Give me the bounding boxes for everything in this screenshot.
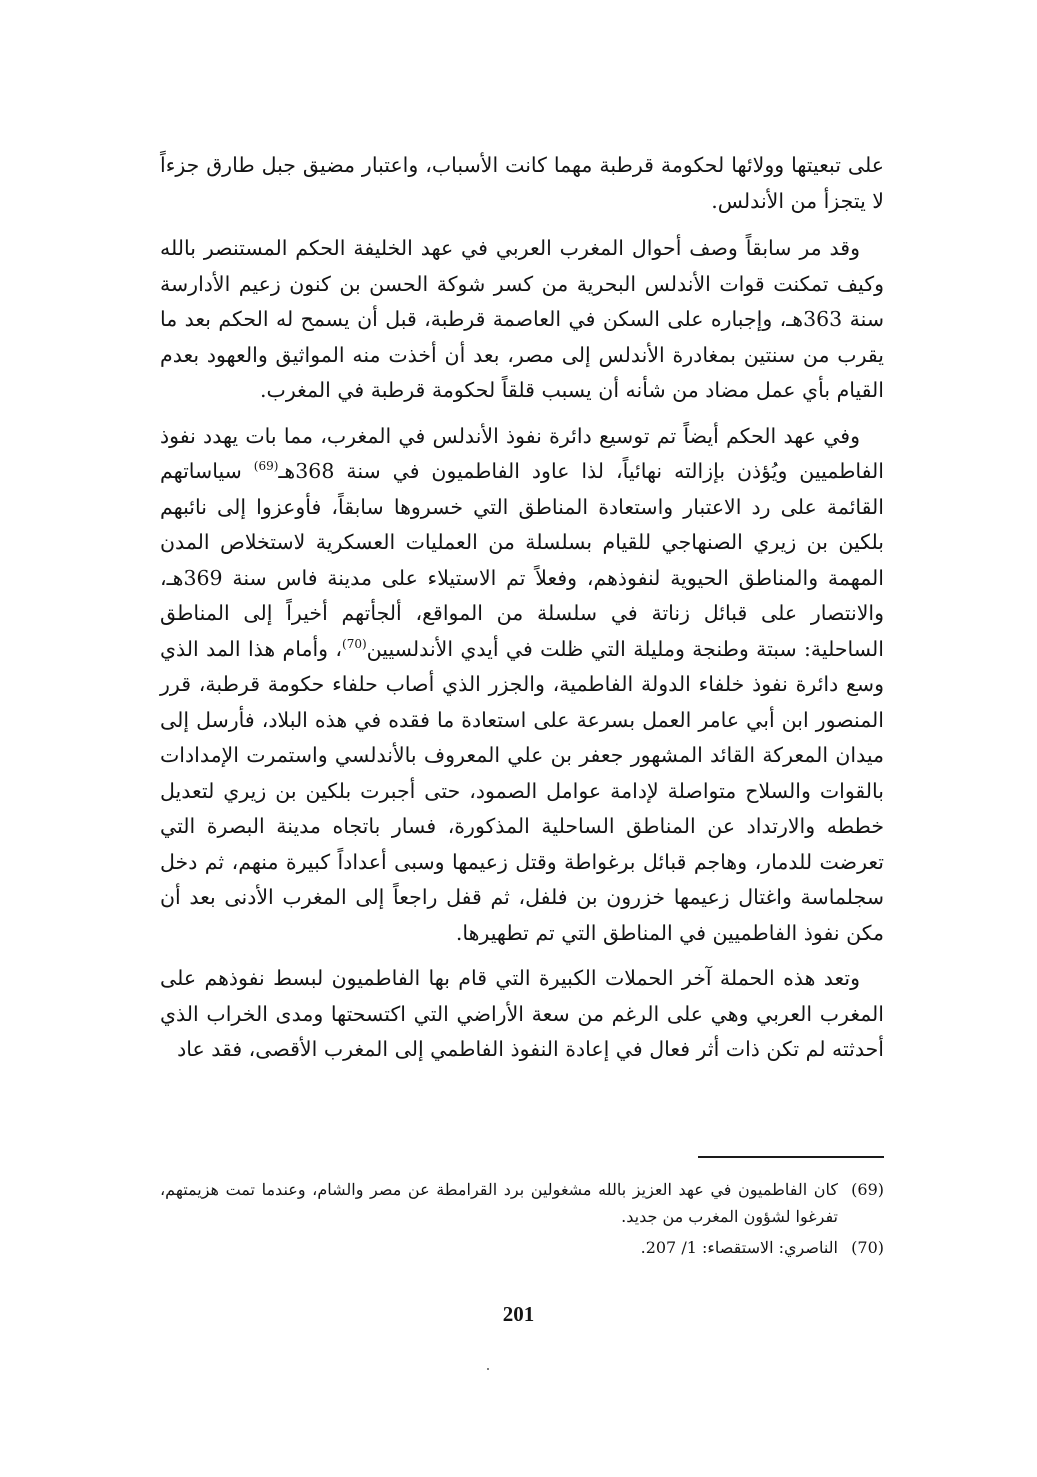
paragraph <box>160 231 884 409</box>
footnote-ref-69: (69) <box>253 459 279 474</box>
paragraph-continuation <box>160 148 884 219</box>
footnote-ref-70: (70) <box>342 636 367 651</box>
paragraph-text: وفي عهد الحكم أيضاً تم توسيع دائرة نفوذ الأندلس في المغرب، مما بات يهدد نفوذ الفاطميين ويُؤذن بإزالته نهائياً، لذا عاود الفاطميون في سنة 368هـ <box>160 423 884 483</box>
footnote-text: الناصري: الاستقصاء: 1/ 207. <box>640 1238 838 1257</box>
footnote-number: (70) <box>851 1238 884 1257</box>
paragraph-text: على تبعيتها وولائها لحكومة قرطبة مهما كانت الأسباب، واعتبار مضيق جبل طارق جزءاً لا يتجزأ من الأندلس. <box>160 153 884 213</box>
footnote-divider <box>698 1156 884 1158</box>
paragraph <box>160 961 884 1068</box>
main-text <box>160 148 884 1078</box>
paragraph <box>160 419 884 952</box>
footnote <box>160 1234 884 1261</box>
scan-speck <box>487 1368 489 1370</box>
footnote <box>160 1176 884 1230</box>
footnote-number: (69) <box>851 1180 884 1199</box>
paragraph-text: وتعد هذه الحملة آخر الحملات الكبيرة التي قام بها الفاطميون لبسط نفوذهم على المغرب العربي وهي على الرغم من سعة الأراضي التي اكتسحتها ومدى الخراب الذي أحدثته لم تكن ذات أثر فعال في إعادة النفوذ الفاطمي إلى المغرب الأقصى، فقد عاد <box>160 966 884 1061</box>
paragraph-text: ، وأمام هذا المد الذي وسع دائرة نفوذ خلفاء الدولة الفاطمية، والجزر الذي أصاب حلفاء حكومة قرطبة، قرر المنصور ابن أبي عامر العمل بسرعة على استعادة ما فقده في هذه البلاد، فأرسل إلى ميدان المعركة القائد المشهور جعفر بن علي المعروف بالأندلسي واستمرت الإمدادات بالقوات والسلاح متواصلة لإدامة عوامل الصمود، حتى أجبرت بلكين بن زيري لتعديل خططه والارتداد عن المناطق الساحلية المذكورة، فسار باتجاه مدينة البصرة التي تعرضت للدمار، وهاجم قبائل برغواطة وقتل زعيمها وسبى أعداداً كبيرة منهم، ثم دخل سجلماسة واغتال زعيمها خزرون بن فلفل، ثم قفل راجعاً إلى المغرب الأدنى بعد أن مكن نفوذ الفاطميين في المناطق التي تم تطهيرها. <box>160 636 884 945</box>
footnotes <box>160 1176 884 1265</box>
footnote-text: كان الفاطميون في عهد العزيز بالله مشغولين برد القرامطة عن مصر والشام، وعندما تمت هزيمتهم، تفرغوا لشؤون المغرب من جديد. <box>160 1180 838 1226</box>
paragraph-text: سياساتهم القائمة على رد الاعتبار واستعادة المناطق التي خسروها سابقاً، فأوعزوا إلى نائبهم بلكين بن زيري الصنهاجي للقيام بسلسلة من العمليات العسكرية لاستخلاص المدن المهمة والمناطق الحيوية لنفوذهم، وفعلاً تم الاستيلاء على مدينة فاس سنة 369هـ، والانتصار على قبائل زناتة في سلسلة من المواقع، ألجأتهم أخيراً إلى المناطق الساحلية: سبتة وطنجة ومليلة التي ظلت في أيدي الأندلسيين <box>160 459 884 661</box>
page-number: 201 <box>502 1302 535 1326</box>
paragraph-text: وقد مر سابقاً وصف أحوال المغرب العربي في عهد الخليفة الحكم المستنصر بالله وكيف تمكنت قوات الأندلس البحرية من كسر شوكة الحسن بن كنون زعيم الأدارسة سنة 363هـ، وإجباره على السكن في العاصمة قرطبة، قبل أن يسمح له الحكم بعد ما يقرب من سنتين بمغادرة الأندلس إلى مصر، بعد أن أخذت منه المواثيق والعهود بعدم القيام بأي عمل مضاد من شأنه أن يسبب قلقاً لحكومة قرطبة في المغرب. <box>160 236 884 402</box>
